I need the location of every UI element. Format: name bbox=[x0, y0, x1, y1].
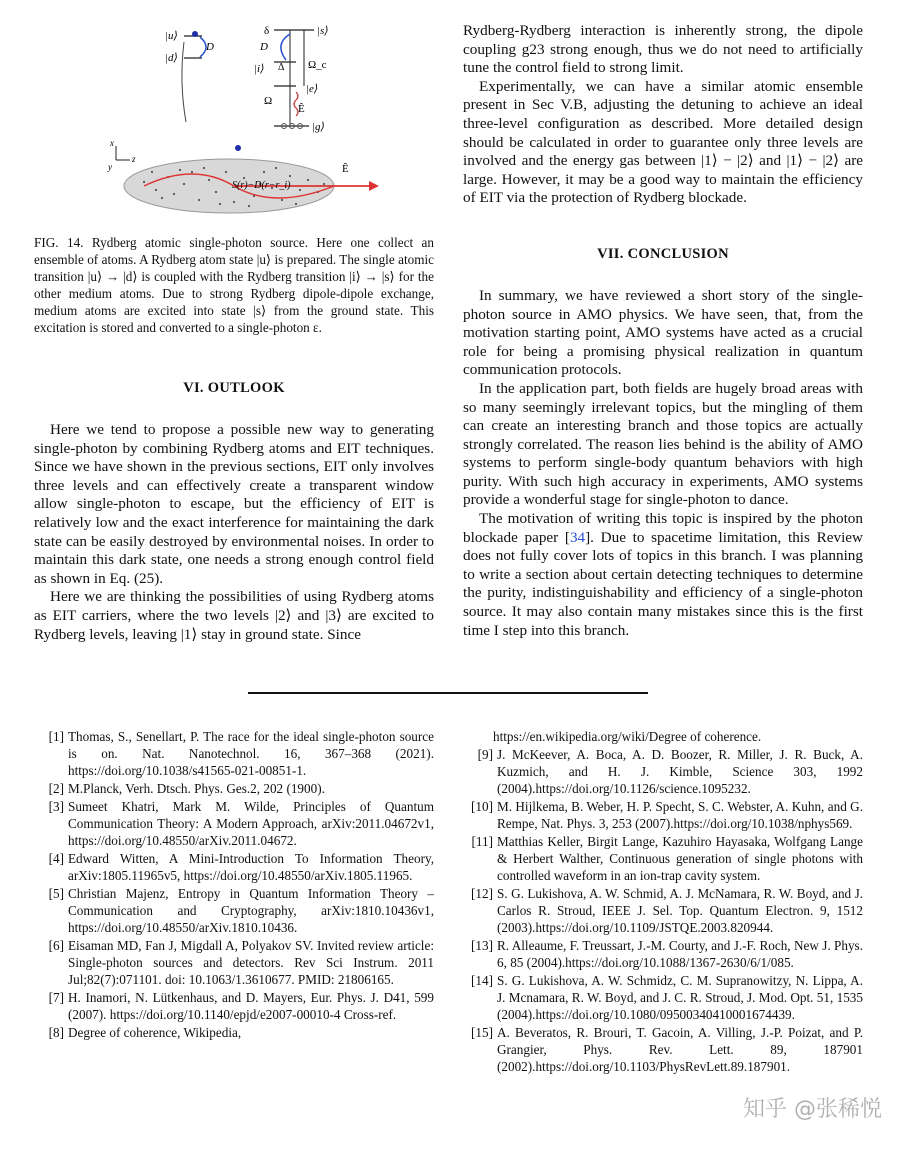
reference-text: A. Beveratos, R. Brouri, T. Gacoin, A. Villing, J.-P. Poizat, and P. Grangier, Phys. Rev. Lett. 89, 187901 (2002).https://doi.org/10.1103/PhysRevLett.89.187901. bbox=[497, 1025, 863, 1074]
reference-text: Matthias Keller, Birgit Lange, Kazuhiro Hayasaka, Wolfgang Lange & Herbert Walther, Continuous generation of single photons with controlled waveform in an ion-trap cavity system. bbox=[497, 834, 863, 883]
references-left bbox=[34, 728, 434, 1042]
left-column bbox=[34, 22, 434, 644]
reference-text: S. G. Lukishova, A. W. Schmid, A. J. McNamara, R. W. Boyd, and J. Carlos R. Stroud, IEEE J. Sel. Top. Quantum Electron. 9, 1512 (2003).https://doi.org/10.1109/JSTQE.2003.820944. bbox=[497, 886, 863, 935]
reference-number: [13] bbox=[471, 938, 493, 953]
reference-item bbox=[34, 780, 434, 797]
references-divider bbox=[248, 692, 648, 694]
reference-number: [1] bbox=[48, 729, 64, 744]
figure-14 bbox=[34, 22, 434, 227]
right-paragraph-1: Rydberg-Rydberg interaction is inherently strong, the dipole coupling g23 strong enough, thus we do not need to artificially tune the control field to strong limit. bbox=[463, 22, 863, 77]
reference-item bbox=[34, 937, 434, 988]
rydberg-atom-dot bbox=[235, 145, 241, 151]
right-column bbox=[463, 22, 863, 640]
label-D2: D bbox=[260, 41, 268, 53]
outlook-paragraph-2: Here we are thinking the possibilities of using Rydberg atoms as EIT carriers, where the two levels |2⟩ and |3⟩ are excited to Rydberg levels, leaving |1⟩ stay in ground state. Since bbox=[34, 588, 434, 643]
reference-text: Edward Witten, A Mini-Introduction To Information Theory, arXiv:1805.11965v5, https://doi.org/10.48550/arXiv.1805.11965. bbox=[68, 851, 434, 883]
label-s: |s⟩ bbox=[317, 25, 329, 37]
reference-text: R. Alleaume, F. Treussart, J.-M. Courty, and J.-F. Roch, New J. Phys. 6, 85 (2004).https://doi.org/10.1088/1367-2630/6/1/085. bbox=[497, 938, 863, 970]
reference-text: Christian Majenz, Entropy in Quantum Information Theory – Communication and Cryptography, arXiv:1810.10436v1, https://doi.org/10.48550/arXiv.1810.10436. bbox=[68, 886, 434, 935]
reference-number: [11] bbox=[471, 834, 493, 849]
references-right bbox=[463, 728, 863, 1076]
emission-arrow-head bbox=[369, 181, 379, 191]
reference-number: [14] bbox=[471, 973, 493, 988]
reference-item bbox=[463, 798, 863, 832]
reference-number: [15] bbox=[471, 1025, 493, 1040]
reference-text: Thomas, S., Senellart, P. The race for the ideal single-photon source is on. Nat. Nanotechnol. 16, 367–368 (2021). https://doi.org/10.1038/s41565-021-00851-1. bbox=[68, 729, 434, 778]
reference-item bbox=[34, 989, 434, 1023]
label-e: |e⟩ bbox=[306, 83, 319, 95]
reference-item bbox=[34, 1024, 434, 1041]
reference-item bbox=[463, 746, 863, 797]
reference-text: H. Inamori, N. Lütkenhaus, and D. Mayers, Eur. Phys. J. D41, 599 (2007). https://doi.org/10.1140/epjd/e2007-00010-4 Cross-ref. bbox=[68, 990, 434, 1022]
right-paragraph-2: Experimentally, we can have a similar atomic ensemble present in Sec V.B, adjusting the detuning to achieve an ideal three-level configuration as described. More detailed design should be calculated in order to guarantee only three levels are involved and the energy gas between |1⟩ − |2⟩ and |1⟩ − |2⟩ are large. However, it may be a good way to maintain the efficiency of EIT via the protection of Rydberg blockade. bbox=[463, 77, 863, 207]
reference-item bbox=[463, 972, 863, 1023]
reference-item bbox=[463, 833, 863, 884]
label-u: |u⟩ bbox=[165, 30, 178, 42]
reference-number: [12] bbox=[471, 886, 493, 901]
label-sr-formula: S(r)−D(r−r_i) bbox=[232, 180, 291, 191]
figure-14-diagram bbox=[34, 22, 434, 227]
reference-text: M. Hijlkema, B. Weber, H. P. Specht, S. C. Webster, A. Kuhn, and G. Rempe, Nat. Phys. 3, 253 (2007).https://doi.org/10.1038/nphys569. bbox=[497, 799, 863, 831]
reference-number: [8] bbox=[48, 1025, 64, 1040]
reference-item bbox=[463, 885, 863, 936]
watermark: 知乎 @张稀悦 bbox=[743, 1097, 882, 1122]
label-E-hat-out: Ê bbox=[342, 163, 349, 175]
dipole-D-arrow bbox=[281, 34, 290, 60]
reference-item bbox=[34, 798, 434, 849]
reference-item bbox=[463, 1024, 863, 1075]
label-D: D bbox=[206, 41, 214, 53]
label-delta: δ bbox=[264, 25, 270, 37]
atom-u-dot bbox=[192, 31, 198, 37]
axis-z-label: z bbox=[132, 154, 136, 164]
outlook-title: VI. OUTLOOK bbox=[183, 380, 285, 396]
label-g: |g⟩ bbox=[312, 121, 325, 133]
reference-number: [2] bbox=[48, 781, 64, 796]
conclusion-paragraph-1: In summary, we have reviewed a short story of the single-photon source in AMO physics. We have seen, that, from the motivation starting point, AMO systems have acted as a crucial role for being a promising physical realization in quantum communication protocols. bbox=[463, 286, 863, 379]
conclusion-paragraph-3 bbox=[463, 510, 863, 640]
axis-y-label: y bbox=[108, 162, 112, 172]
citation-link-34[interactable]: 34 bbox=[569, 528, 586, 546]
atom-potential-curve bbox=[182, 42, 186, 122]
label-E-hat: Ê bbox=[298, 103, 305, 115]
conclusion-p3-start: The motivation of writing this topic is inspired by the photon blockade paper [ bbox=[463, 510, 863, 546]
outlook-paragraph-1: Here we tend to propose a possible new way to generating single-photon by combining Rydberg atoms and EIT techniques. Since we have shown in the previous sections, EIT only involves three levels and can effectively create a transparent window allow single-photon to escape, but the efficiency of EIT is relatively low and the exact interference for maintaining the dark state can be easily destroyed by environmental noises. In order to maintain this dark state, one needs a strong enough control field as shown in Eq. (25). bbox=[34, 421, 434, 587]
conclusion-title: VII. CONCLUSION bbox=[597, 245, 729, 262]
reference-number: [5] bbox=[48, 886, 64, 901]
reference-text: Eisaman MD, Fan J, Migdall A, Polyakov SV. Invited review article: Single-photon sources and detectors. Rev Sci Instrum. 2011 Jul;82(7):071101. doi: 10.1063/1.3610677. PMID: 21806165. bbox=[68, 938, 434, 987]
reference-text: Sumeet Khatri, Mark M. Wilde, Principles of Quantum Communication Theory: A Modern Approach, arXiv:2011.04672v1, https://doi.org/10.48550/arXiv.2011.04672. bbox=[68, 799, 434, 848]
figure-caption: FIG. 14. Rydberg atomic single-photon source. Here one collect an ensemble of atoms. A Rydberg atom state |u⟩ is prepared. The single atomic transition |u⟩ → |d⟩ is coupled with the Rydberg transition |i⟩ → |s⟩ for the other medium atoms. Due to strong Rydberg dipole-dipole exchange, medium atoms are excited into state |s⟩ from the ground state. This excitation is stored and converted to a single-photon ε. bbox=[34, 235, 434, 335]
reference-text: M.Planck, Verh. Dtsch. Phys. Ges.2, 202 (1900). bbox=[68, 781, 325, 796]
label-i: |i⟩ bbox=[254, 63, 265, 75]
reference-number: [9] bbox=[477, 747, 493, 762]
label-omega-c: Ω_c bbox=[308, 59, 327, 71]
reference-number: [7] bbox=[48, 990, 64, 1005]
axis-x-label: x bbox=[110, 138, 114, 148]
reference-number: [6] bbox=[48, 938, 64, 953]
reference-8-continuation: https://en.wikipedia.org/wiki/Degree of coherence. bbox=[493, 729, 762, 744]
label-omega: Ω bbox=[264, 95, 273, 107]
reference-item bbox=[463, 937, 863, 971]
reference-number: [4] bbox=[48, 851, 64, 866]
reference-item bbox=[34, 728, 434, 779]
reference-item bbox=[34, 885, 434, 936]
reference-text: S. G. Lukishova, A. W. Schmidz, C. M. Supranowitzy, N. Lippa, A. J. Mcnamara, R. W. Boyd, and J. C. R. Stroud, J. Mod. Opt. 51, 1535 (2004).https://doi.org/10.1080/09500340410001674439. bbox=[497, 973, 863, 1022]
label-d: |d⟩ bbox=[165, 52, 178, 64]
reference-text: J. McKeever, A. Boca, A. D. Boozer, R. Miller, J. R. Buck, A. Kuzmich, and H. J. Kimble, Science 303, 1992 (2004).https://doi.org/10.1126/science.1095232. bbox=[497, 747, 863, 796]
reference-number: [10] bbox=[471, 799, 493, 814]
reference-number: [3] bbox=[48, 799, 64, 814]
label-Delta: Δ bbox=[278, 62, 285, 73]
conclusion-p3-end: ]. Due to spacetime limitation, this Review does not fully cover lots of topics in this branch. I was planning to write a section about certain detecting techniques to determine the purity, indistinguishability and efficiency of a single-photon source. It may also contain many mistakes since this is the first time I step into this branch. bbox=[463, 528, 863, 639]
conclusion-paragraph-2: In the application part, both fields are hugely broad areas with so many seemingly irrelevant topics, but the mingling of them can create an interesting branch and those topics are actually strongly correlated. The reason lies behind is the ability of AMO systems to perform single-body quantum behaviors with high purity. With such high accuracy in experiments, AMO systems provide a wonderful stage for single-photon to dance. bbox=[463, 379, 863, 509]
reference-item bbox=[34, 850, 434, 884]
reference-text: Degree of coherence, Wikipedia, bbox=[68, 1025, 242, 1040]
